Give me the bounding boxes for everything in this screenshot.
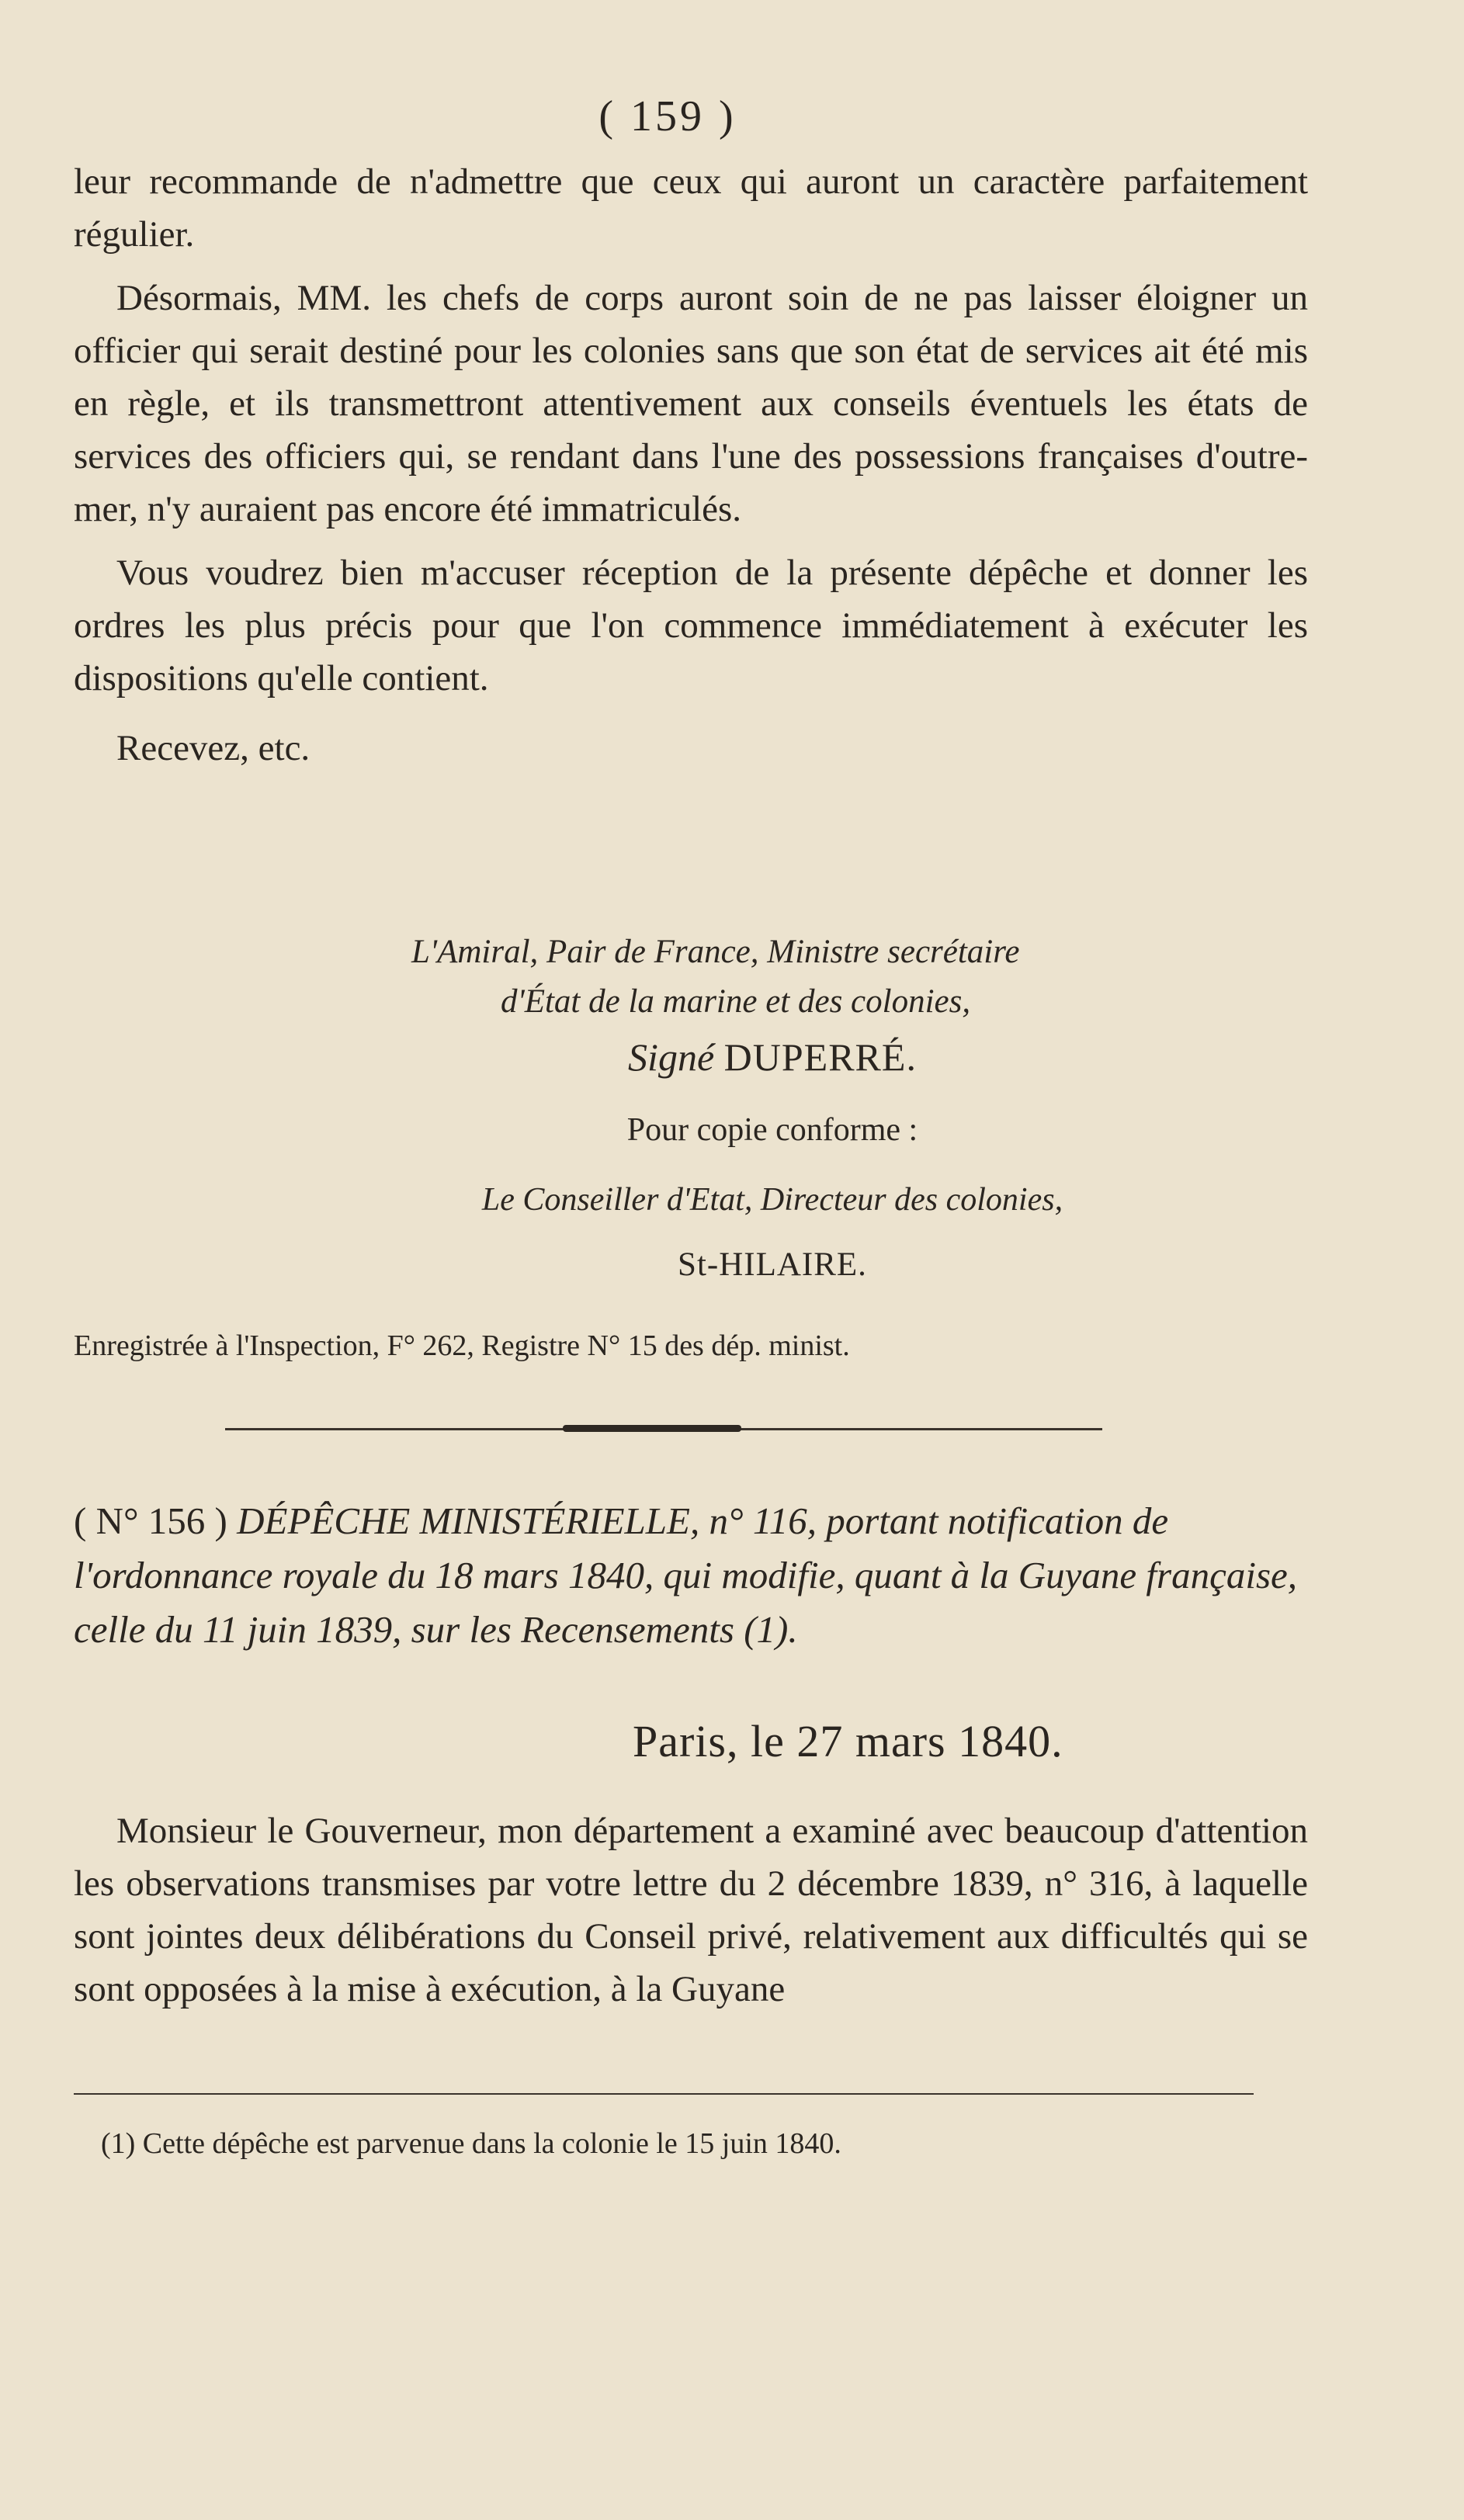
footnote-rule [74, 2093, 1254, 2095]
copie-conforme: Pour copie conforme : [626, 1112, 918, 1148]
depeche-heading [74, 1494, 1308, 1657]
signature-name-line [0, 1035, 1464, 1080]
page-number: ( 159 ) [598, 92, 737, 140]
depeche-title: DÉPÊCHE MINISTÉRIELLE, n° 116, portant notification de l'ordonnance royale du 18 mars 1840, qui modifie, quant à la Guyane française, celle du 11 juin 1839, sur les Recensements (1). [74, 1499, 1298, 1651]
paragraph-vous-voudrez: Vous voudrez bien m'accuser réception de la présente dépêche et donner les ordres les plus précis pour que l'on commence immédiatement à exécuter les dispositions qu'elle contient. [74, 553, 1308, 698]
hilaire-name: St-HILAIRE. [678, 1246, 867, 1283]
signature-line-1: L'Amiral, Pair de France, Ministre secrétaire [411, 934, 1020, 970]
paragraph-desormais: Désormais, MM. les chefs de corps auront soin de ne pas laisser éloigner un officier qui serait destiné pour les colonies sans que son état de services ait été mis en règle, et ils transmettront attentivement aux conseils éventuels les états de services des officiers qui, se rendant dans l'une des possessions françaises d'outre-mer, n'y auraient pas encore été immatriculés. [74, 278, 1308, 529]
paragraph-continuation: leur recommande de n'admettre que ceux qui auront un caractère parfaitement régulier. [74, 161, 1308, 255]
letter-body [74, 1804, 1308, 2016]
signatory-name: DUPERRÉ. [723, 1035, 917, 1079]
text-column [74, 155, 1308, 775]
depeche-number: ( N° 156 ) [74, 1499, 227, 1542]
footnote: (1) Cette dépêche est parvenue dans la colonie le 15 juin 1840. [101, 2127, 841, 2160]
section-divider-ornament [563, 1425, 741, 1432]
place-date: Paris, le 27 mars 1840. [633, 1716, 1063, 1766]
signe-label: Signé [628, 1035, 715, 1079]
registration-note: Enregistrée à l'Inspection, F° 262, Registre N° 15 des dép. minist. [74, 1329, 850, 1362]
conseiller-title: Le Conseiller d'Etat, Directeur des colonies, [481, 1182, 1063, 1218]
signature-line-2: d'État de la marine et des colonies, [501, 983, 971, 1020]
closing-recevez: Recevez, etc. [116, 728, 310, 768]
letter-paragraph: Monsieur le Gouverneur, mon département a examiné avec beaucoup d'attention les observations transmises par votre lettre du 2 décembre 1839, n° 316, à laquelle sont jointes deux délibérations du Conseil privé, relativement aux difficultés qui se sont opposées à la mise à exécution, à la Guyane [74, 1811, 1308, 2009]
